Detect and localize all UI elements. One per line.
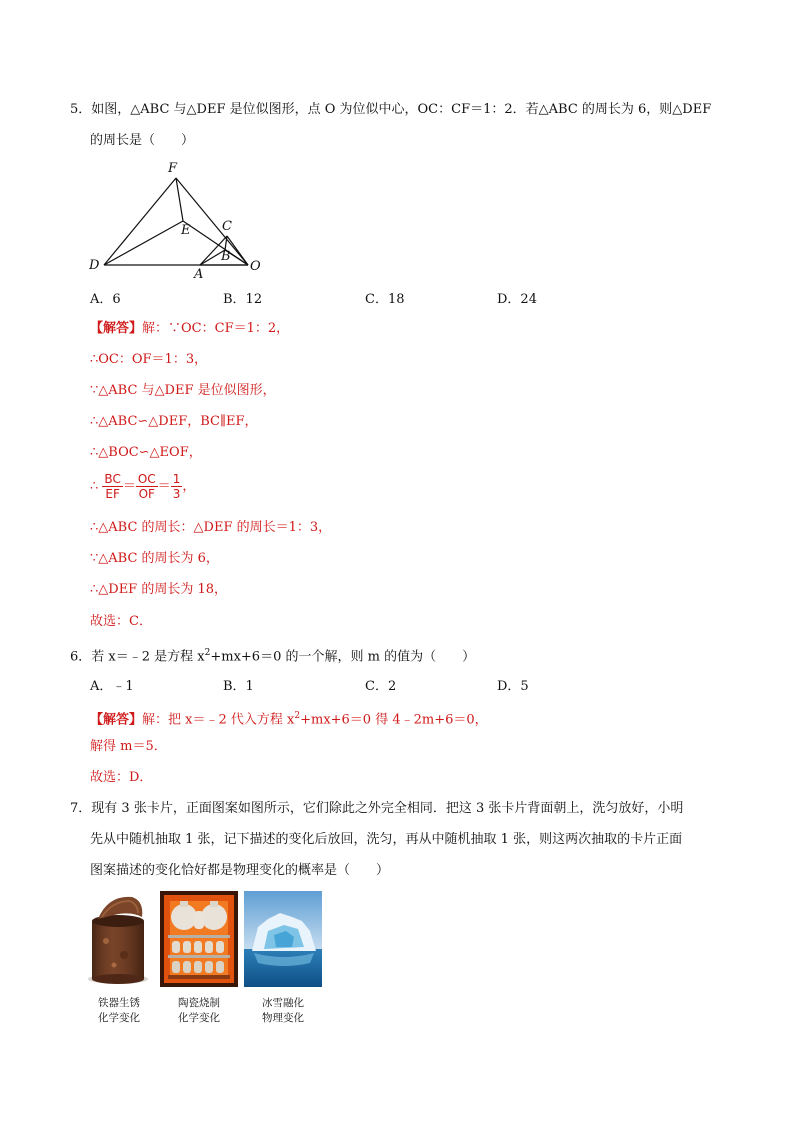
q5-answer-text1: 解：∵OC：CF＝1：2， [142,321,290,336]
q7-stem-line2: 先从中随机抽取 1 张，记下描述的变化后放回，洗匀，再从中随机抽取 1 张，则这两次抽取的卡片正面 [90,832,683,847]
q6-stem-pre: 若 x＝﹣2 是方程 x [91,649,205,665]
q6-answer-tag: 【解答】 [90,712,143,728]
q7-number: 7． [70,801,92,816]
fraction-1-3 [171,472,183,501]
card-ceramic-kiln-line2: 化学变化 [178,1012,220,1024]
q5-fraction-line [90,472,195,502]
q5-answer-tag: 【解答】 [90,321,143,336]
q6-answer-pre: 解：把 x＝﹣2 代入方程 x [142,712,295,728]
card-iceberg-caption [244,996,322,1026]
q5-answer-line4: ∴△ABC∽△DEF，BC∥EF， [90,414,258,429]
q5-answer-line8: ∵△ABC 的周长为 6， [90,551,219,566]
q7-stem-text1: 现有 3 张卡片，正面图案如图所示，它们除此之外完全相同．把这 3 张卡片背面朝上，洗匀放好，小明 [91,801,684,816]
card-iron-rust-line2: 化学变化 [98,1012,140,1024]
q6-answer-line1 [90,706,488,730]
frac-den-3: 3 [172,487,181,501]
frac-den-of: OF [138,487,155,501]
frac-den-ef: EF [105,487,120,501]
card-ceramic-kiln-image [160,891,238,987]
q5-figure [80,155,280,280]
card-iron-rust-image [80,891,158,987]
q5-answer-line3: ∵△ABC 与△DEF 是位似图形， [90,383,276,398]
q5-option-d: D．24 [497,292,537,307]
q5-answer-line2: ∴OC：OF＝1：3， [90,352,208,367]
label-B: B [221,249,231,264]
q6-option-b: B．1 [223,679,254,694]
label-E: E [181,223,191,238]
card-iceberg-image [244,891,322,987]
q5-number: 5． [70,102,92,117]
frac-num-1: 1 [172,472,181,486]
q6-stem-sup: 2 [204,648,211,658]
q5-stem-text1: 如图，△ABC 与△DEF 是位似图形，点 O 为位似中心，OC：CF＝1：2．若△ABC 的周长为 6，则△DEF [91,102,712,117]
label-O: O [250,259,261,274]
q5-answer-line5: ∴△BOC∽△EOF， [90,445,202,460]
q6-option-c: C．2 [365,679,397,694]
q5-answer-line9: ∴△DEF 的周长为 18， [90,582,228,597]
q6-stem [70,643,475,667]
label-D: D [89,258,100,273]
card-iceberg-line1: 冰雪融化 [262,997,304,1009]
frac-eq-2: ＝ [157,479,171,494]
q5-answer-line10: 故选：C． [90,614,152,629]
frac-num-bc: BC [104,472,121,486]
q5-stem-line2: 的周长是（ ） [90,133,195,148]
q6-answer-sup: 2 [294,711,301,721]
label-C: C [222,219,232,234]
q5-option-c: C．18 [365,292,405,307]
label-A: A [194,267,204,280]
card-iron-rust-caption [80,996,158,1026]
q5-answer-line7: ∴△ABC 的周长：△DEF 的周长＝1：3， [90,520,332,535]
fraction-bc-ef [102,472,122,501]
frac-eq-1: ＝ [122,479,136,494]
q5-answer-line1 [90,319,289,339]
q5-option-b: B．12 [223,292,263,307]
card-iron-rust-line1: 铁器生锈 [98,997,140,1009]
q6-number: 6． [70,649,92,665]
card-ceramic-kiln-line1: 陶瓷烧制 [178,997,220,1009]
card-iceberg-line2: 物理变化 [262,1012,304,1024]
q6-answer-post: +mx+6＝0 得 4﹣2m+6＝0， [300,712,488,728]
label-F: F [168,161,178,176]
q5-stem-line1 [70,100,711,120]
q6-answer-line2: 解得 m＝5． [90,739,167,754]
frac-end: ， [182,479,196,494]
frac-prefix: ∴ [90,479,99,494]
fraction-oc-of [136,472,158,501]
frac-num-oc: OC [137,472,156,486]
q6-answer-line3: 故选：D． [90,770,153,785]
q6-option-d: D．5 [497,679,529,694]
q7-stem-line3: 图案描述的变化恰好都是物理变化的概率是（ ） [90,863,390,878]
card-ceramic-kiln-caption [160,996,238,1026]
q7-stem-line1 [70,799,683,819]
q5-option-a: A．6 [90,292,121,307]
q6-stem-post: +mx+6＝0 的一个解，则 m 的值为（ ） [210,649,476,665]
q6-option-a: A．﹣1 [90,679,134,694]
